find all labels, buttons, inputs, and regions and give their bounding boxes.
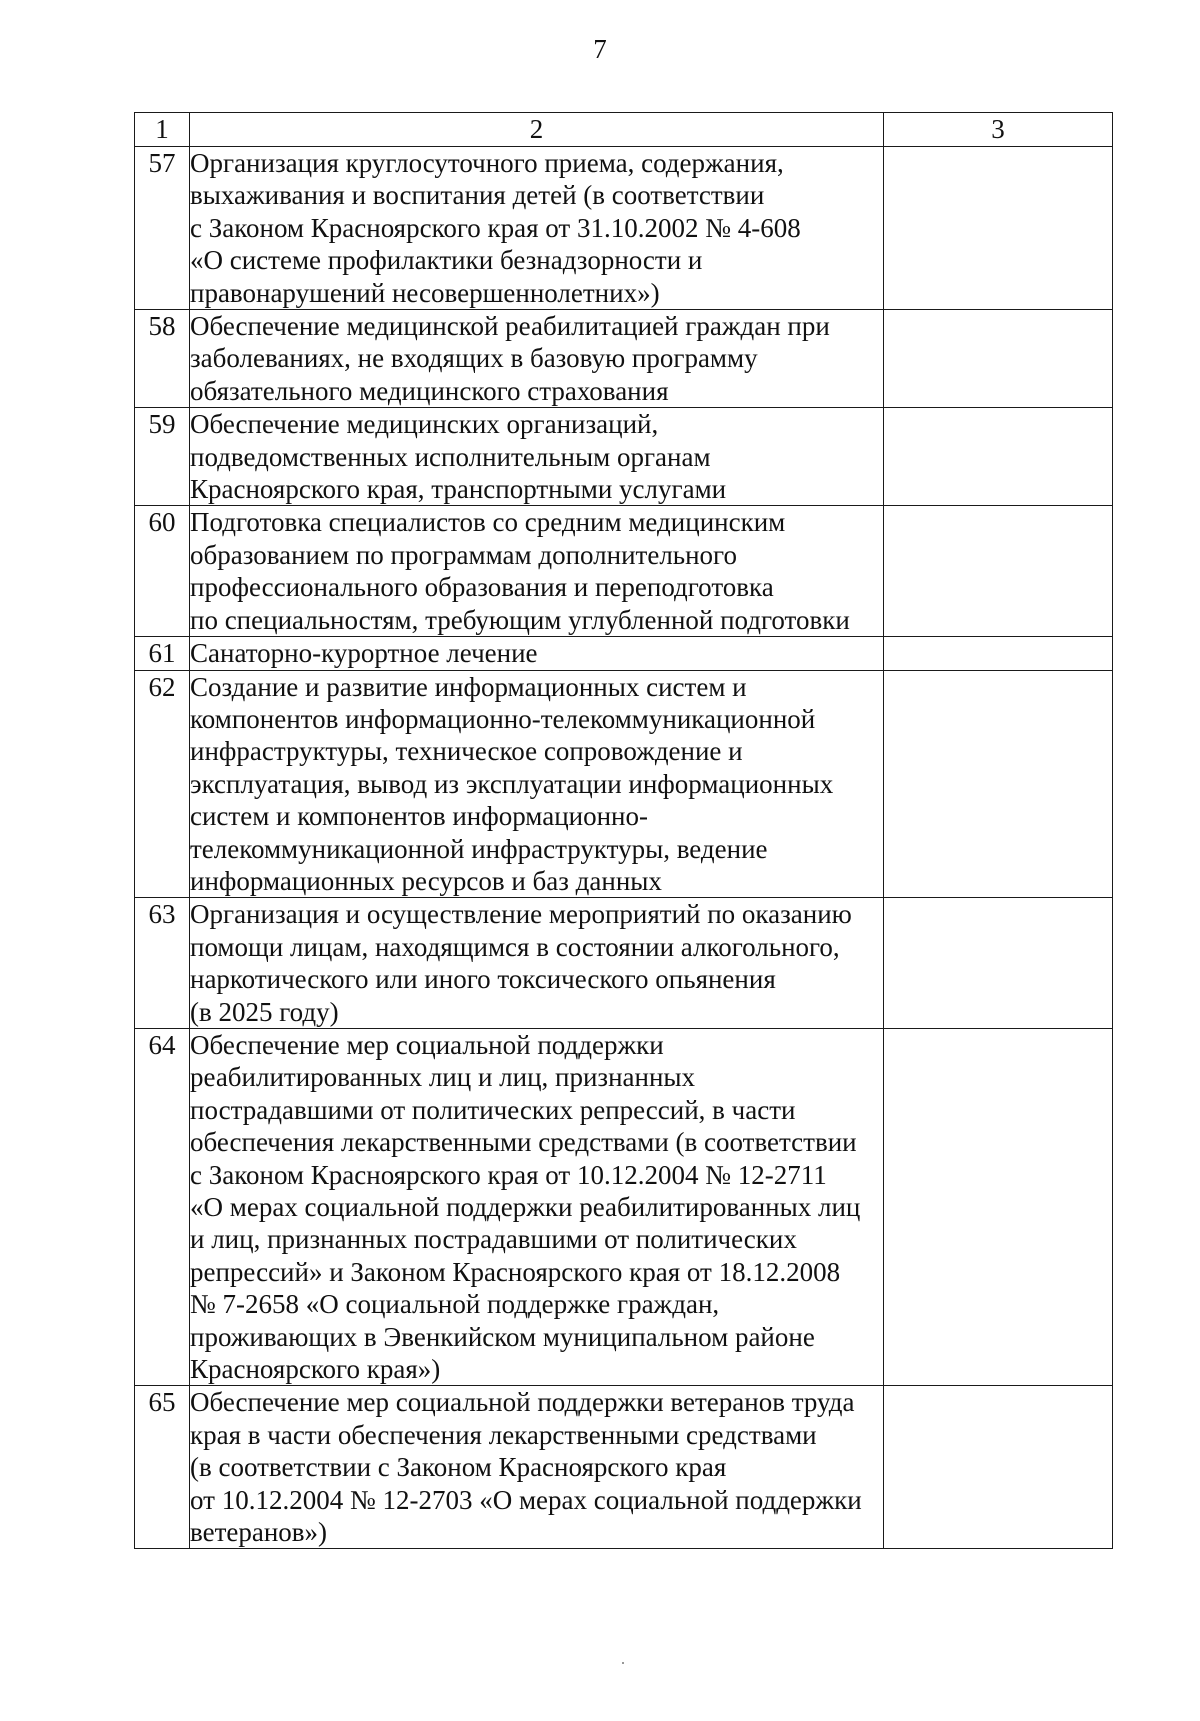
description-line: (в 2025 году) <box>190 996 339 1027</box>
description-line: № 7-2658 «О социальной поддержке граждан, <box>190 1289 720 1320</box>
description-line: «О системе профилактики безнадзорности и <box>190 245 703 276</box>
description-line: Организация круглосуточного приема, содержания, <box>190 148 784 178</box>
row-number: 58 <box>135 310 190 408</box>
row-column-3 <box>884 408 1113 506</box>
description-line: телекоммуникационной инфраструктуры, ведение <box>190 833 768 864</box>
row-number: 64 <box>135 1028 190 1385</box>
description-line: Обеспечение мер социальной поддержки <box>190 1029 664 1060</box>
description-line: с Законом Красноярского края от 10.12.2004 № 12-2711 <box>190 1159 827 1190</box>
description-line: пострадавшими от политических репрессий, в части <box>190 1094 796 1125</box>
description-line: Красноярского края, транспортными услугами <box>190 474 727 505</box>
description-line: заболеваниях, не входящих в базовую программу <box>190 343 758 374</box>
description-line: реабилитированных лиц и лиц, признанных <box>190 1062 696 1093</box>
row-description <box>190 147 884 310</box>
row-column-3 <box>884 637 1113 670</box>
description-line: Санаторно-курортное лечение <box>190 638 538 669</box>
document-table <box>134 112 1113 1549</box>
description-line: информационных ресурсов и баз данных <box>190 865 662 896</box>
description-line: подведомственных исполнительным органам <box>190 441 711 472</box>
table-row <box>135 506 1113 637</box>
row-number: 63 <box>135 898 190 1029</box>
table-row <box>135 1028 1113 1385</box>
description-line: Обеспечение медицинской реабилитацией граждан при <box>190 311 830 342</box>
scan-speck <box>622 1662 624 1664</box>
row-column-3 <box>884 147 1113 310</box>
header-col-2: 2 <box>190 113 884 147</box>
table-row <box>135 147 1113 310</box>
description-line: по специальностям, требующим углубленной подготовки <box>190 604 850 635</box>
description-line: образованием по программам дополнительного <box>190 539 737 570</box>
description-line: Организация и осуществление мероприятий по оказанию <box>190 899 852 930</box>
description-line: систем и компонентов информационно- <box>190 801 648 832</box>
row-description <box>190 408 884 506</box>
description-line: края в части обеспечения лекарственными средствами <box>190 1419 817 1450</box>
description-line: обязательного медицинского страхования <box>190 375 669 406</box>
table-row <box>135 310 1113 408</box>
table-row <box>135 408 1113 506</box>
table-body <box>135 147 1113 1549</box>
table-row <box>135 898 1113 1029</box>
table-row <box>135 1386 1113 1549</box>
header-col-3: 3 <box>884 113 1113 147</box>
header-col-1: 1 <box>135 113 190 147</box>
row-number: 65 <box>135 1386 190 1549</box>
description-line: компонентов информационно-телекоммуникационной <box>190 703 816 734</box>
description-line: «О мерах социальной поддержки реабилитированных лиц <box>190 1192 861 1222</box>
description-line: Создание и развитие информационных систем и <box>190 671 747 702</box>
description-line: Красноярского края») <box>190 1354 441 1385</box>
row-column-3 <box>884 1028 1113 1385</box>
table-row <box>135 637 1113 670</box>
row-description <box>190 637 884 670</box>
row-column-3 <box>884 506 1113 637</box>
description-line: наркотического или иного токсического опьянения <box>190 964 776 995</box>
description-line: и лиц, признанных пострадавшими от политических <box>190 1224 797 1255</box>
description-line: Обеспечение мер социальной поддержки ветеранов труда <box>190 1387 855 1418</box>
row-column-3 <box>884 670 1113 898</box>
description-line: выхаживания и воспитания детей (в соответствии <box>190 180 765 211</box>
description-line: эксплуатация, вывод из эксплуатации информационных <box>190 768 834 799</box>
row-description <box>190 1028 884 1385</box>
description-line: обеспечения лекарственными средствами (в соответствии <box>190 1127 857 1158</box>
description-line: помощи лицам, находящимся в состоянии алкогольного, <box>190 931 840 962</box>
description-line: профессионального образования и переподготовка <box>190 572 774 603</box>
row-column-3 <box>884 898 1113 1029</box>
row-description <box>190 670 884 898</box>
row-number: 61 <box>135 637 190 670</box>
row-number: 60 <box>135 506 190 637</box>
row-column-3 <box>884 1386 1113 1549</box>
row-number: 62 <box>135 670 190 898</box>
description-line: от 10.12.2004 № 12-2703 «О мерах социальной поддержки <box>190 1484 862 1515</box>
row-description <box>190 310 884 408</box>
description-line: репрессий» и Законом Красноярского края от 18.12.2008 <box>190 1256 841 1287</box>
description-line: правонарушений несовершеннолетних») <box>190 277 660 308</box>
row-number: 57 <box>135 147 190 310</box>
row-description <box>190 898 884 1029</box>
description-line: проживающих в Эвенкийском муниципальном районе <box>190 1321 815 1352</box>
table-row <box>135 670 1113 898</box>
description-line: Подготовка специалистов со средним медицинским <box>190 507 786 538</box>
description-line: Обеспечение медицинских организаций, <box>190 409 659 440</box>
description-line: (в соответствии с Законом Красноярского края <box>190 1452 727 1483</box>
table-header <box>135 113 1113 147</box>
row-column-3 <box>884 310 1113 408</box>
row-description <box>190 506 884 637</box>
description-line: ветеранов») <box>190 1517 328 1548</box>
header-row <box>135 113 1113 147</box>
row-description <box>190 1386 884 1549</box>
description-line: с Законом Красноярского края от 31.10.2002 № 4-608 <box>190 212 801 243</box>
page-number: 7 <box>593 34 607 64</box>
description-line: инфраструктуры, техническое сопровождение и <box>190 736 743 767</box>
row-number: 59 <box>135 408 190 506</box>
